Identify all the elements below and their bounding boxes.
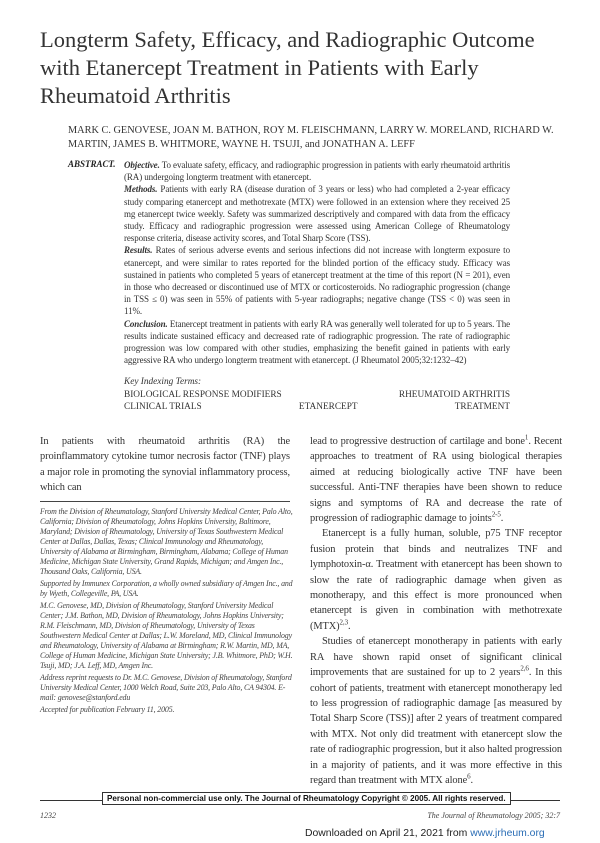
footnote-reprints: Address reprint requests to Dr. M.C. Genovese, Division of Rheumatology, Stanford University Medical Center, 1000 Welch Road, Suite 203, Palo Alto, CA 94304. E-mail: genovese@stanford.edu	[40, 673, 292, 702]
abstract-results	[124, 244, 510, 317]
text: . Recent approaches to treatment of RA using biological therapies aimed at reducing biologically active TNF have been successful. Anti-TNF therapies have been shown to reduce signs and symptoms of RA and decrease the rate of progression of radiographic damage to joints	[310, 436, 562, 525]
key-term: RHEUMATOID ARTHRITIS	[398, 389, 510, 400]
abstract-label: ABSTRACT.	[68, 159, 116, 169]
section-lead: Results.	[124, 245, 153, 256]
citation: 6	[467, 772, 471, 781]
journal-link[interactable]: www.jrheum.org	[470, 828, 545, 839]
footnote-affiliations: From the Division of Rheumatology, Stanford University Medical Center, Palo Alto, California; Division of Rheumatology, Johns Hopkins University, Baltimore, Maryland; Division of Rheumatology, University of Texas Southwestern Medical Center at Dallas, Dallas, Texas; Clinical Immunology and Rheumatology, University of Alabama at Birmingham, Birmingham, Alabama; College of Human Medicine, Michigan State University, Grand Rapids, Michigan; and Amgen Inc., Thousand Oaks, California, USA.	[40, 507, 293, 576]
text: Etanercept is a fully human, soluble, p75 TNF receptor fusion protein that binds and neutralizes TNF and lymphotoxin-α. Treatment with etanercept has been shown to slow the rate of radiographic damage when given as monotherapy, and this effect is more pronounced when etanercept is given in combination with methotrexate (MTX)	[310, 528, 562, 632]
copyright-banner: Personal non-commercial use only. The Journal of Rheumatology Copyright © 2005. All rights reserved.	[102, 792, 511, 805]
abstract-body	[124, 159, 510, 366]
footnote-support: Supported by Immunex Corporation, a wholly owned subsidiary of Amgen Inc., and by Wyeth, Collegeville, PA, USA.	[40, 579, 293, 598]
citation: 2,6	[520, 664, 529, 673]
key-terms-heading: Key Indexing Terms:	[124, 377, 202, 387]
abstract-methods	[124, 183, 510, 244]
text: lead to progressive destruction of cartilage and bone	[310, 436, 525, 447]
download-notice	[305, 828, 545, 839]
footnote-accepted: Accepted for publication February 11, 2005.	[40, 705, 175, 714]
key-indexing-terms	[124, 376, 510, 414]
text: . In this cohort of patients, treatment with etanercept monotherapy led to less progression of radiographic damage [as measured by Total Sharp Score (TSS)] after 2 years of treatment compared with MTX. Not only did treatment with etanercept slow the rate of radiographic progression, but it also halted progression in a majority of patients, and it was more effective in this regard than treatment with MTX alone	[310, 667, 562, 786]
abstract-objective	[124, 159, 510, 183]
page-number: 1232	[40, 811, 56, 820]
body-right-column	[310, 434, 562, 788]
key-term: ETANERCEPT	[298, 402, 358, 413]
body-paragraph	[310, 634, 562, 788]
key-term: BIOLOGICAL RESPONSE MODIFIERS	[124, 389, 282, 400]
text: .	[347, 620, 351, 632]
section-lead: Objective.	[124, 160, 160, 170]
body-paragraph	[310, 434, 562, 526]
citation: 2-5	[491, 510, 501, 519]
footnotes	[40, 507, 294, 717]
abstract-conclusion	[124, 318, 510, 367]
section-text: Patients with early RA (disease duration of 3 years or less) who had completed a 2-year efficacy study comparing etanercept and methotrexate (MTX) were followed in an extension where they received 25 mg etanercept twice weekly. Safety was summarized descriptively and compared with data from the efficacy study. Efficacy and radiographic progression were assessed using American College of Rheumatology response criteria, disease activity scores, and Total Sharp Score (TSS).	[124, 184, 510, 244]
citation: 2,3	[339, 618, 348, 627]
section-text: Rates of serious adverse events and serious infections did not increase with longterm exposure to etanercept, and were similar to rates reported for the blinded portion of the efficacy study. Efficacy was sustained in patients who completed 5 years of etanercept treatment at the time of this report (N = 201), even in those who decreased or discontinued use of MTX or corticosteroids. No radiographic progression (change in TSS ≤ 0) was seen in 55% of patients with 5-year radiographs; negative change (TSS < 0) was seen in 11%.	[124, 245, 510, 317]
text: Studies of etanercept monotherapy in patients with early RA have shown rapid onset of significant clinical improvements that are sustained for up to 2 years	[310, 636, 562, 679]
download-text: Downloaded on April 21, 2021 from	[305, 828, 471, 839]
section-text: To evaluate safety, efficacy, and radiographic progression in patients with early rheumatoid arthritis (RA) undergoing longterm treatment with etanercept.	[124, 160, 510, 183]
footnote-divider	[40, 501, 290, 502]
footnote-author-details: M.C. Genovese, MD, Division of Rheumatology, Stanford University Medical Center; J.M. Bathon, MD, Division of Rheumatology, Johns Hopkins University; R.M. Fleischmann, MD, Division of Rheumatology, University of Texas Southwestern Medical Center at Dallas; L.W. Moreland, MD, Clinical Immunology and Rheumatology, University of Alabama at Birmingham; R.W. Martin, MD, MA, College of Human Medicine, Michigan State University; J.B. Whitmore, PhD; W.H. Tsuji, MD; J.A. Leff, MD, Amgen Inc.	[40, 601, 293, 670]
citation: 1	[524, 433, 529, 442]
text: .	[500, 513, 504, 525]
text: .	[470, 774, 474, 786]
key-term: CLINICAL TRIALS	[124, 402, 202, 413]
section-lead: Conclusion.	[124, 318, 168, 329]
article-title: Longterm Safety, Efficacy, and Radiographic Outcome with Etanercept Treatment in Patients with Early Rheumatoid Arthritis	[40, 27, 535, 108]
section-text: Etanercept treatment in patients with early RA was generally well tolerated for up to 5 years. The results indicate sustained efficacy and decreased rate of radiographic progression. The rate of radiographic progression was low compared with other studies, emphasizing the benefit gained in patients with early aggressive RA who undergo longterm treatment with etanercept. (J Rheumatol 2005;32:1232–42)	[124, 318, 510, 366]
section-lead: Methods.	[124, 184, 158, 195]
key-term: TREATMENT	[454, 402, 510, 413]
body-paragraph	[310, 526, 562, 634]
body-left-column: In patients with rheumatoid arthritis (RA) the proinflammatory cytokine tumor necrosis factor (TNF) plays a major role in promoting the synovial inflammatory process, which can	[40, 436, 290, 493]
author-list: MARK C. GENOVESE, JOAN M. BATHON, ROY M. FLEISCHMANN, LARRY W. MORELAND, RICHARD W. MARTIN, JAMES B. WHITMORE, WAYNE H. TSUJI, and JONATHAN A. LEFF	[68, 125, 554, 150]
journal-citation: The Journal of Rheumatology 2005; 32:7	[427, 811, 560, 820]
